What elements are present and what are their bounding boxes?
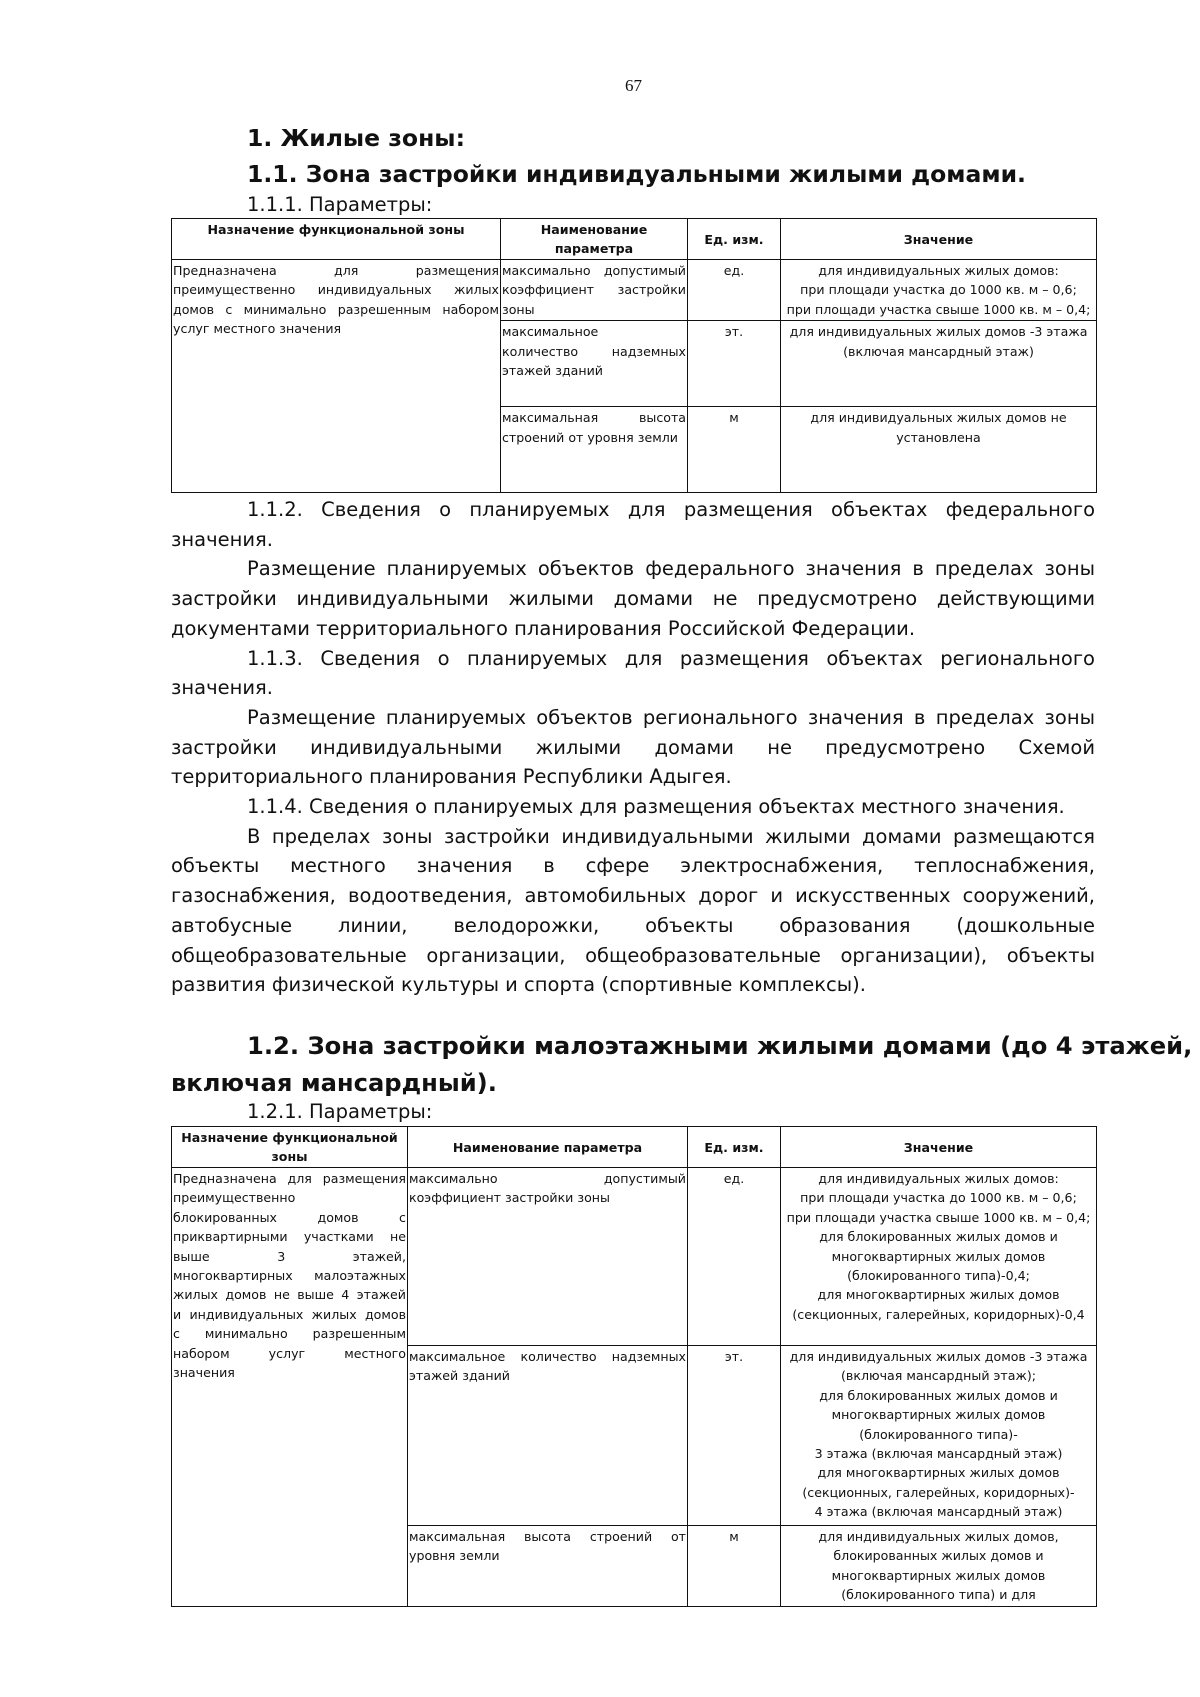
value-line: многоквартирных жилых домов <box>831 1567 1046 1583</box>
purpose-line: блокированных домов с <box>173 1209 406 1225</box>
param-cell <box>408 1168 688 1346</box>
param-line: максимальная высота строений от <box>409 1529 686 1544</box>
param-line: количество надземных <box>502 343 686 359</box>
param-cell <box>408 1526 688 1607</box>
table-row <box>172 1168 1097 1346</box>
paragraph-local: В пределах зоны застройки индивидуальными жилыми домами размещаются объекты местного значения в сфере электроснабжения, теплоснабжения, газоснабжения, водоотведения, автомобильных дорог и искусственных сооружений, автобусные линии, велодорожки, объекты образования (дошкольные общеобразовательные организации, общеобразовательные организации), объекты развития физической культуры и спорта (спортивные комплексы). <box>171 824 1095 997</box>
value-line: для индивидуальных жилых домов не <box>810 410 1067 426</box>
heading-residential-zones: 1. Жилые зоны: <box>247 124 465 152</box>
param-line: уровня земли <box>409 1548 500 1564</box>
value-line: для индивидуальных жилых домов -3 этажа <box>789 324 1088 340</box>
purpose-line: выше 3 этажей, <box>173 1248 406 1264</box>
heading-individual-housing-zone: 1.1. Зона застройки индивидуальными жилыми домами. <box>247 160 1026 188</box>
param-line: максимальное количество надземных <box>409 1349 686 1364</box>
unit-cell: ед. <box>688 1168 781 1346</box>
body-text <box>171 495 1095 1000</box>
value-line: (секционных, галерейных, коридорных)-0,4 <box>792 1306 1085 1322</box>
value-line: многоквартирных жилых домов <box>831 1248 1046 1264</box>
col-header-purpose: Назначение функциональной зоны <box>172 1127 408 1168</box>
purpose-line: услуг местного значения <box>173 321 342 337</box>
purpose-line: многоквартирных малоэтажных <box>173 1268 406 1284</box>
param-cell <box>501 321 688 407</box>
param-cell <box>501 260 688 321</box>
parameters-table-2 <box>171 1126 1097 1607</box>
unit-cell: ед. <box>688 260 781 321</box>
value-line: для индивидуальных жилых домов: <box>818 1171 1059 1186</box>
col-header-value: Значение <box>781 219 1097 260</box>
zone-purpose-cell <box>172 260 501 493</box>
value-line: при площади участка свыше 1000 кв. м – 0,4; <box>786 1209 1091 1225</box>
param-cell <box>501 407 688 493</box>
purpose-line: набором услуг местного <box>173 1345 406 1361</box>
param-line: максимальное <box>502 324 599 340</box>
param-line: этажей зданий <box>502 363 603 379</box>
purpose-line: преимущественно <box>173 1190 296 1206</box>
zone-purpose-cell <box>172 1168 408 1607</box>
heading-low-rise-zone <box>171 1028 1193 1102</box>
value-line: (секционных, галерейных, коридорных)- <box>802 1484 1075 1500</box>
value-line: для индивидуальных жилых домов: <box>818 263 1059 278</box>
unit-cell: м <box>688 407 781 493</box>
paragraph-federal: Размещение планируемых объектов федерального значения в пределах зоны застройки индивидуальными жилыми домами не предусмотрено действующими документами территориального планирования Российской Федерации. <box>171 557 1095 640</box>
heading-line: 1.2. Зона застройки малоэтажными жилыми домами (до 4 этажей, <box>247 1032 1193 1060</box>
value-line: (включая мансардный этаж); <box>841 1368 1036 1384</box>
value-cell <box>781 321 1097 407</box>
unit-cell: эт. <box>688 1346 781 1526</box>
value-cell <box>781 260 1097 321</box>
value-line: для многоквартирных жилых домов <box>817 1465 1060 1481</box>
value-line: для индивидуальных жилых домов, <box>818 1529 1059 1544</box>
page-number: 67 <box>625 76 642 95</box>
value-line: 4 этажа (включая мансардный этаж) <box>814 1504 1063 1520</box>
paragraph-1-1-2: 1.1.2. Сведения о планируемых для размещения объектах федерального значения. <box>171 498 1095 551</box>
heading-line: включая мансардный). <box>171 1069 497 1097</box>
value-line: (блокированного типа)- <box>859 1426 1018 1442</box>
col-header-purpose: Назначение функциональной зоны <box>172 219 501 260</box>
param-line: зоны <box>502 301 535 317</box>
col-header-unit: Ед. изм. <box>688 1127 781 1168</box>
param-line: коэффициент застройки зоны <box>409 1190 610 1206</box>
subheading-parameters-1-1-1: 1.1.1. Параметры: <box>247 193 433 216</box>
value-line: (блокированного типа)-0,4; <box>847 1268 1030 1284</box>
value-line: при площади участка до 1000 кв. м – 0,6; <box>800 282 1077 298</box>
value-line: (включая мансардный этаж) <box>843 343 1034 359</box>
purpose-line: преимущественно индивидуальных жилых <box>173 282 499 298</box>
value-cell <box>781 1526 1097 1607</box>
value-line: многоквартирных жилых домов <box>831 1407 1046 1423</box>
param-cell <box>408 1346 688 1526</box>
table-row <box>172 260 1097 321</box>
value-line: для блокированных жилых домов и <box>819 1387 1058 1403</box>
unit-cell: эт. <box>688 321 781 407</box>
parameters-table-1 <box>171 218 1097 493</box>
param-line: этажей зданий <box>409 1368 510 1384</box>
param-line: строений от уровня земли <box>502 429 678 445</box>
param-line: максимально допустимый <box>502 263 686 278</box>
value-cell <box>781 407 1097 493</box>
value-line: для блокированных жилых домов и <box>819 1229 1058 1245</box>
param-line: максимальная высота <box>502 410 686 426</box>
value-line: для индивидуальных жилых домов -3 этажа <box>789 1349 1088 1364</box>
value-line: при площади участка до 1000 кв. м – 0,6; <box>800 1190 1077 1206</box>
param-line: максимально допустимый <box>409 1171 686 1186</box>
col-header-parameter: Наименование параметра <box>408 1127 688 1168</box>
purpose-line: с минимально разрешенным <box>173 1326 406 1342</box>
paragraph-regional: Размещение планируемых объектов регионального значения в пределах зоны застройки индивидуальными жилыми домами не предусмотрено Схемой территориального планирования Республики Адыгея. <box>171 705 1095 789</box>
paragraph-1-1-4: 1.1.4. Сведения о планируемых для размещения объектах местного значения. <box>247 795 1065 819</box>
purpose-line: Предназначена для размещения <box>173 1171 406 1186</box>
value-cell <box>781 1346 1097 1526</box>
value-line: 3 этажа (включая мансардный этаж) <box>814 1446 1063 1462</box>
subheading-parameters-1-2-1: 1.2.1. Параметры: <box>247 1100 433 1123</box>
value-line: при площади участка свыше 1000 кв. м – 0,4; <box>786 301 1091 317</box>
unit-cell: м <box>688 1526 781 1607</box>
value-line: (блокированного типа) и для <box>841 1587 1036 1603</box>
purpose-line: домов с минимально разрешенным набором <box>173 301 499 317</box>
purpose-line: и индивидуальных жилых домов <box>173 1306 406 1322</box>
col-header-parameter: Наименование параметра <box>501 219 688 260</box>
purpose-line: Предназначена для размещения <box>173 263 499 278</box>
param-line: коэффициент застройки <box>502 282 686 298</box>
value-line: установлена <box>896 429 981 445</box>
col-header-unit: Ед. изм. <box>688 219 781 260</box>
col-header-value: Значение <box>781 1127 1097 1168</box>
purpose-line: приквартирными участками не <box>173 1229 406 1245</box>
value-line: для многоквартирных жилых домов <box>817 1287 1060 1303</box>
purpose-line: значения <box>173 1365 235 1381</box>
purpose-line: жилых домов не выше 4 этажей <box>173 1287 406 1303</box>
value-cell <box>781 1168 1097 1346</box>
paragraph-1-1-3: 1.1.3. Сведения о планируемых для размещения объектах регионального значения. <box>171 646 1095 700</box>
value-line: блокированных жилых домов и <box>833 1548 1044 1564</box>
